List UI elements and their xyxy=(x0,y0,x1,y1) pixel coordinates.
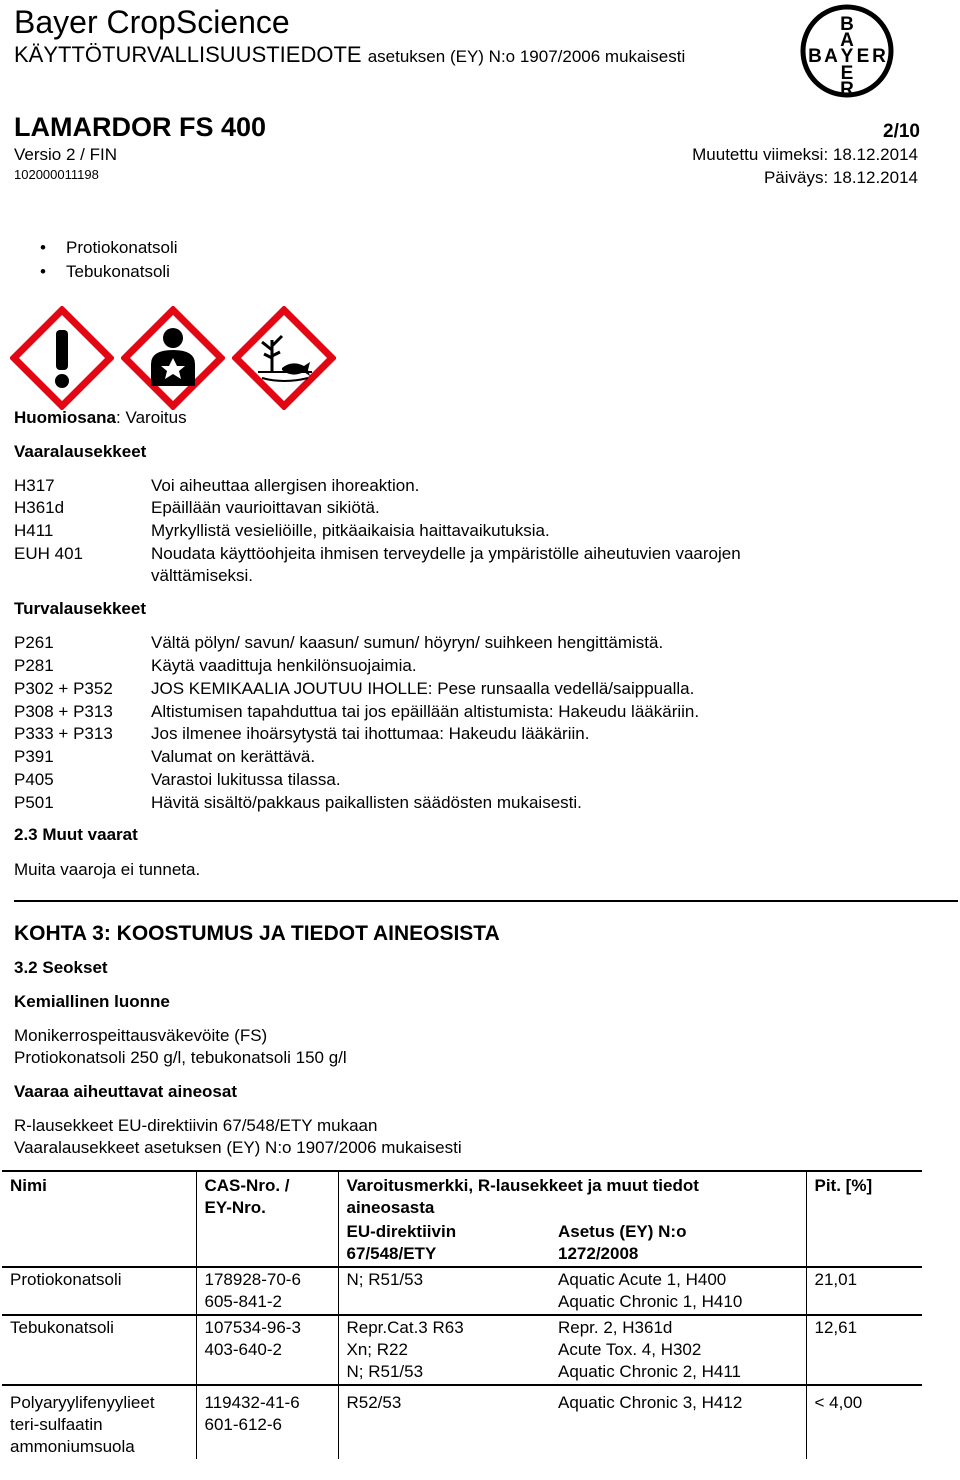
cell-line: 605-841-2 xyxy=(204,1292,283,1311)
precaution-text: Käytä vaadittuja henkilönsuojaimia. xyxy=(151,656,417,675)
chemical-nature-line: Monikerrospeittausväkevöite (FS) xyxy=(14,1026,268,1045)
cell-line: 107534-96-3 xyxy=(204,1318,301,1337)
header-clp-line: Asetus (EY) N:o xyxy=(558,1222,687,1241)
regulation-reference: asetuksen (EY) N:o 1907/2006 mukaisesti xyxy=(367,47,686,66)
logo-letter-b2: B xyxy=(808,46,822,67)
cell-line: Aquatic Chronic 1, H410 xyxy=(558,1292,743,1311)
logo-letter-b: B xyxy=(840,14,854,35)
hazard-code: H411 xyxy=(14,521,54,540)
logo-letter-e: E xyxy=(856,46,870,67)
cell-line: Aquatic Acute 1, H400 xyxy=(558,1270,727,1289)
header-eu-line: 67/548/ETY xyxy=(346,1244,437,1263)
precaution-code: P308 + P313 xyxy=(14,702,113,721)
document-date: Päiväys: 18.12.2014 xyxy=(763,168,918,187)
cell-line: Repr.Cat.3 R63 xyxy=(346,1318,464,1337)
header-cas xyxy=(196,1171,338,1267)
health-hazard-pictogram-icon xyxy=(121,306,225,410)
signal-word-value: Varoitus xyxy=(125,408,187,427)
cell-line: Tebukonatsoli xyxy=(10,1318,114,1337)
hazard-code: H317 xyxy=(14,476,55,495)
cell-cas xyxy=(196,1267,338,1315)
cell-percentage: < 4,00 xyxy=(806,1385,922,1459)
environment-pictogram-icon xyxy=(232,306,336,410)
document-title xyxy=(14,42,685,68)
precaution-text: Hävitä sisältö/pakkaus paikallisten säädösten mukaisesti. xyxy=(151,793,582,812)
precaution-code: P281 xyxy=(14,656,54,675)
other-hazards-text: Muita vaaroja ei tunneta. xyxy=(14,860,201,879)
cell-clp xyxy=(550,1267,806,1315)
precaution-text: Altistumisen tapahduttua tai jos epäillään altistumista: Hakeudu lääkäriin. xyxy=(151,702,700,721)
cell-line: Protiokonatsoli xyxy=(10,1270,122,1289)
r-phrases-note: R-lausekkeet EU-direktiivin 67/548/ETY mukaan xyxy=(14,1116,378,1135)
hazard-text: Noudata käyttöohjeita ihmisen terveydelle ja ympäristölle aiheutuvien vaarojen xyxy=(151,544,741,563)
cell-name xyxy=(2,1315,196,1385)
logo-letter-e2: E xyxy=(840,63,854,84)
cell-cas xyxy=(196,1385,338,1459)
header-clp-line: 1272/2008 xyxy=(558,1244,639,1263)
header-cas-line: CAS-Nro. / xyxy=(204,1176,290,1195)
page-number: 2/10 xyxy=(883,121,920,142)
precaution-code: P333 + P313 xyxy=(14,724,113,743)
cell-cas xyxy=(196,1315,338,1385)
mixtures-heading: 3.2 Seokset xyxy=(14,958,108,977)
precaution-heading: Turvalausekkeet xyxy=(14,599,146,618)
cell-eu xyxy=(338,1315,550,1385)
cell-eu xyxy=(338,1385,550,1459)
h-phrases-note: Vaaralausekkeet asetuksen (EY) N:o 1907/2006 mukaisesti xyxy=(14,1138,462,1157)
components-list xyxy=(40,236,178,284)
cell-line: Xn; R22 xyxy=(346,1340,408,1359)
logo-letter-a2: A xyxy=(824,46,838,67)
cell-line: 178928-70-6 xyxy=(204,1270,301,1289)
cell-line: Repr. 2, H361d xyxy=(558,1318,673,1337)
hazard-text: Voi aiheuttaa allergisen ihoreaktion. xyxy=(151,476,420,495)
table-row xyxy=(2,1315,922,1385)
product-name: LAMARDOR FS 400 xyxy=(14,112,267,142)
header-eu-directive xyxy=(338,1220,550,1267)
cell-line: N; R51/53 xyxy=(346,1362,424,1381)
section-3-title: KOHTA 3: KOOSTUMUS JA TIEDOT AINEOSISTA xyxy=(14,922,500,945)
table-header-row xyxy=(2,1171,922,1220)
precaution-text: Vältä pölyn/ savun/ kaasun/ sumun/ höyryn/ suihkeen hengittämistä. xyxy=(151,633,664,652)
table-row xyxy=(2,1385,922,1459)
header-clp xyxy=(550,1220,806,1267)
cell-line: R52/53 xyxy=(346,1393,402,1412)
cell-line: Acute Tox. 4, H302 xyxy=(558,1340,702,1359)
logo-letter-r: R xyxy=(872,46,886,67)
document-number: 102000011198 xyxy=(14,167,99,182)
cell-eu xyxy=(338,1267,550,1315)
hazard-code: EUH 401 xyxy=(14,544,83,563)
precaution-code: P391 xyxy=(14,747,54,766)
header-eu-line: EU-direktiivin xyxy=(346,1222,457,1241)
signal-word-label: Huomiosana xyxy=(14,408,117,427)
hazardous-components-heading: Vaaraa aiheuttavat aineosat xyxy=(14,1082,238,1101)
list-item: • Protiokonatsoli xyxy=(66,236,178,260)
precaution-code: P405 xyxy=(14,770,54,789)
logo-letter-a: A xyxy=(840,30,854,51)
header-percentage: Pit. [%] xyxy=(806,1171,922,1267)
cell-name xyxy=(2,1267,196,1315)
cell-line: Aquatic Chronic 2, H411 xyxy=(558,1362,742,1381)
cell-name xyxy=(2,1385,196,1459)
other-hazards-heading: 2.3 Muut vaarat xyxy=(14,825,138,844)
header-classification-line: Varoitusmerkki, R-lausekkeet ja muut tiedot xyxy=(346,1176,699,1195)
cell-line: 601-612-6 xyxy=(204,1415,283,1434)
cell-line: Polyaryylifenyylieet xyxy=(10,1393,155,1412)
hazard-text: Epäillään vaurioittavan sikiötä. xyxy=(151,498,380,517)
logo-letter-r2: R xyxy=(840,79,854,98)
cell-line: ammoniumsuola xyxy=(10,1437,135,1456)
precaution-text: Valumat on kerättävä. xyxy=(151,747,316,766)
header-name: Nimi xyxy=(2,1171,196,1267)
hazard-text-continued: välttämiseksi. xyxy=(151,566,254,585)
signal-word-colon: : xyxy=(116,408,121,427)
precaution-text: Jos ilmenee ihoärsytystä tai ihottumaa: Hakeudu lääkäriin. xyxy=(151,724,590,743)
composition-table xyxy=(2,1170,922,1459)
logo-letter-y: Y xyxy=(840,46,854,67)
precaution-code: P261 xyxy=(14,633,54,652)
section-divider xyxy=(14,900,958,902)
header-classification-line: aineosasta xyxy=(346,1198,435,1217)
sds-title: KÄYTTÖTURVALLISUUSTIEDOTE xyxy=(14,42,362,67)
hazard-text: Myrkyllistä vesieliöille, pitkäaikaisia haittavaikutuksia. xyxy=(151,521,550,540)
exclamation-mark-pictogram-icon xyxy=(10,306,114,410)
company-name: Bayer CropScience xyxy=(14,4,290,40)
hazard-heading: Vaaralausekkeet xyxy=(14,442,147,461)
list-item: • Tebukonatsoli xyxy=(66,260,178,284)
signal-word xyxy=(14,408,187,428)
precaution-code: P501 xyxy=(14,793,54,812)
table-row xyxy=(2,1267,922,1315)
cell-line: N; R51/53 xyxy=(346,1270,424,1289)
last-modified: Muutettu viimeksi: 18.12.2014 xyxy=(692,145,918,164)
version: Versio 2 / FIN xyxy=(14,145,117,164)
chemical-nature-heading: Kemiallinen luonne xyxy=(14,992,170,1011)
precaution-code: P302 + P352 xyxy=(14,679,113,698)
hazard-code: H361d xyxy=(14,498,65,517)
cell-clp xyxy=(550,1385,806,1459)
chemical-nature-line: Protiokonatsoli 250 g/l, tebukonatsoli 150 g/l xyxy=(14,1048,347,1067)
precaution-text: Varastoi lukitussa tilassa. xyxy=(151,770,341,789)
precaution-text: JOS KEMIKAALIA JOUTUU IHOLLE: Pese runsaalla vedellä/saippualla. xyxy=(151,679,695,698)
cell-line: 119432-41-6 xyxy=(204,1393,300,1412)
header-cas-line: EY-Nro. xyxy=(204,1198,266,1217)
bayer-logo xyxy=(800,4,894,98)
cell-clp xyxy=(550,1315,806,1385)
header-classification xyxy=(338,1171,806,1220)
cell-line: Aquatic Chronic 3, H412 xyxy=(558,1393,743,1412)
cell-percentage: 12,61 xyxy=(806,1315,922,1385)
cell-line: 403-640-2 xyxy=(204,1340,283,1359)
cell-line: teri-sulfaatin xyxy=(10,1415,103,1434)
cell-percentage: 21,01 xyxy=(806,1267,922,1315)
